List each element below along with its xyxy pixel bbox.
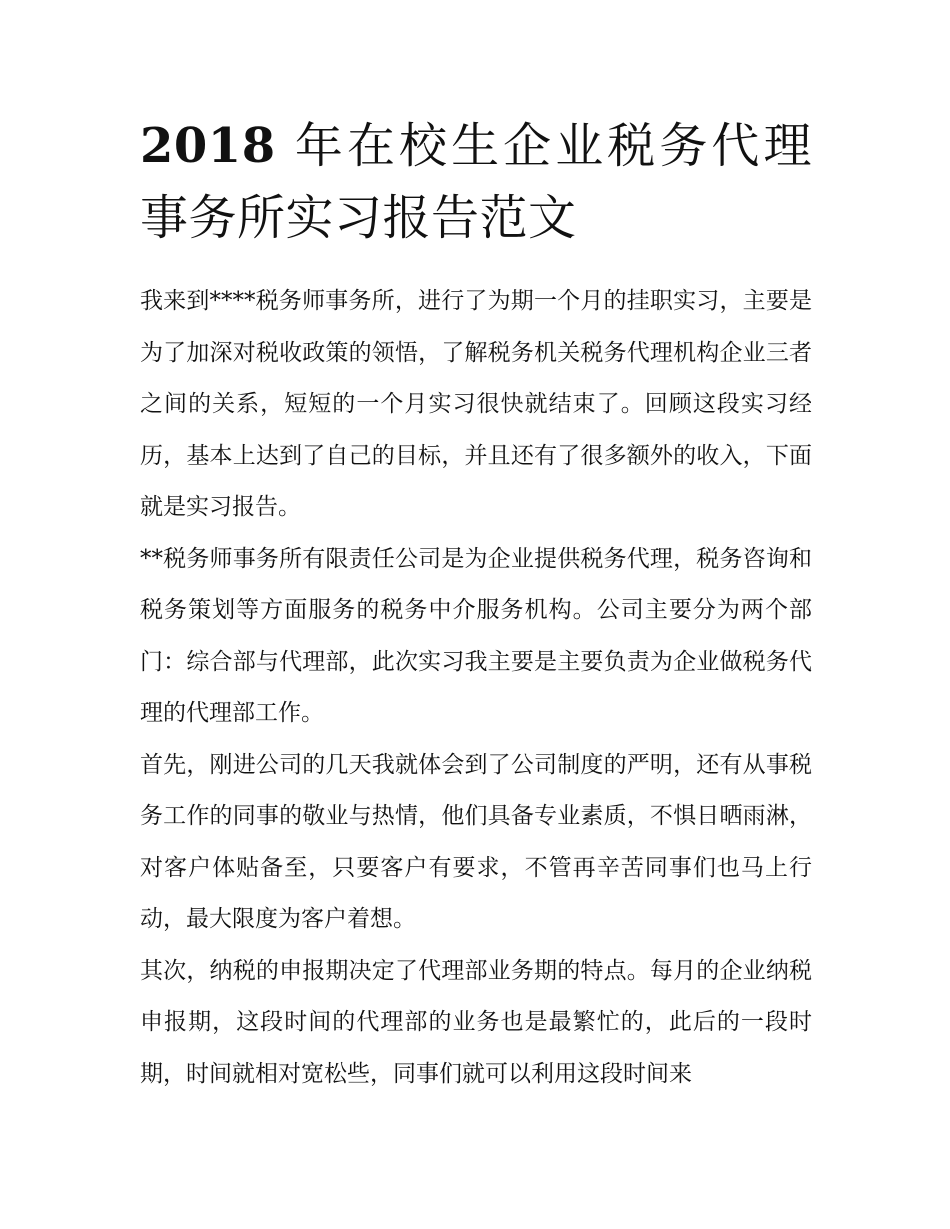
- title-year: 2018: [140, 118, 276, 174]
- paragraph-4: 其次，纳税的申报期决定了代理部业务期的特点。每月的企业纳税申报期，这段时间的代理部的业务也是最繁忙的，此后的一段时期，时间就相对宽松些，同事们就可以利用这段时间来: [140, 957, 812, 1087]
- document-title: [140, 110, 812, 254]
- title-text: 年在校生企业税务代理事务所实习报告范文: [140, 118, 812, 246]
- document-body: [140, 110, 812, 1100]
- paragraph-1: 我来到****税务师事务所，进行了为期一个月的挂职实习，主要是为了加深对税收政策的领悟，了解税务机关税务代理机构企业三者之间的关系，短短的一个月实习很快就结束了。回顾这段实习经历，基本上达到了自己的目标，并且还有了很多额外的收入，下面就是实习报告。: [140, 288, 812, 520]
- paragraph-2: **税务师事务所有限责任公司是为企业提供税务代理，税务咨询和税务策划等方面服务的税务中介服务机构。公司主要分为两个部门：综合部与代理部，此次实习我主要是主要负责为企业做税务代理的代理部工作。: [140, 545, 812, 726]
- paragraph-3: 首先，刚进公司的几天我就体会到了公司制度的严明，还有从事税务工作的同事的敬业与热情，他们具备专业素质，不惧日晒雨淋，对客户体贴备至，只要客户有要求，不管再辛苦同事们也马上行动，最大限度为客户着想。: [140, 751, 812, 932]
